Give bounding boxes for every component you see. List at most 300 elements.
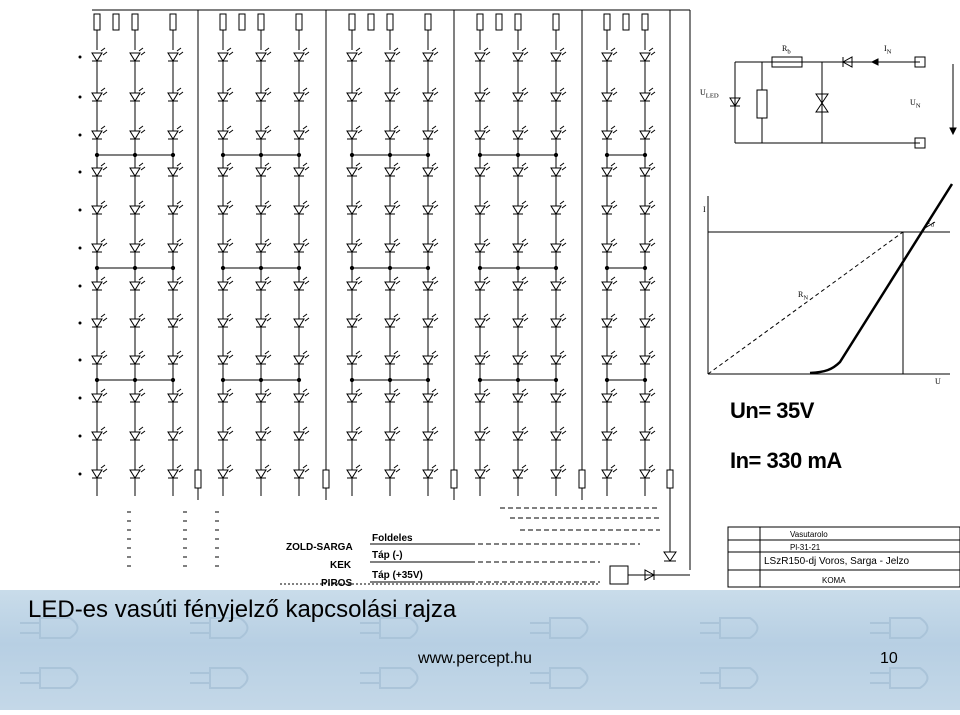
led-emission: [141, 167, 145, 170]
led-diode: [294, 131, 304, 139]
led-emission: [486, 167, 490, 170]
led-diode: [602, 53, 612, 61]
led-emission: [522, 201, 526, 204]
led-emission: [265, 314, 269, 317]
row-marker: [79, 473, 81, 475]
led-diode: [640, 93, 650, 101]
led-emission: [611, 201, 615, 204]
led-emission: [486, 393, 490, 396]
led-emission: [562, 393, 566, 396]
led-emission: [303, 277, 307, 280]
led-emission: [265, 277, 269, 280]
led-emission: [303, 389, 307, 392]
red-wire-label: PIROS: [321, 578, 353, 589]
led-emission: [139, 88, 143, 91]
led-emission: [229, 393, 233, 396]
led-emission: [141, 393, 145, 396]
led-emission: [486, 318, 490, 321]
led-diode: [602, 282, 612, 290]
led-emission: [227, 239, 231, 242]
parallel-resistor: [757, 90, 767, 118]
led-diode: [256, 53, 266, 61]
led-emission: [651, 52, 655, 55]
led-emission: [562, 52, 566, 55]
led-emission: [267, 431, 271, 434]
led-diode: [475, 432, 485, 440]
page-number: 10: [880, 650, 898, 667]
led-emission: [484, 465, 488, 468]
led-emission: [394, 389, 398, 392]
column-resistor: [425, 14, 431, 30]
led-emission: [101, 201, 105, 204]
led-diode: [256, 168, 266, 176]
led-diode: [513, 93, 523, 101]
led-emission: [432, 389, 436, 392]
led-emission: [227, 48, 231, 51]
led-diode: [218, 244, 228, 252]
led-emission: [434, 469, 438, 472]
led-diode: [168, 432, 178, 440]
led-emission: [396, 469, 400, 472]
column-resistor: [349, 14, 355, 30]
led-emission: [524, 469, 528, 472]
led-emission: [177, 351, 181, 354]
led-emission: [358, 167, 362, 170]
led-emission: [139, 351, 143, 354]
led-diode: [294, 53, 304, 61]
led-emission: [560, 163, 564, 166]
led-diode: [347, 319, 357, 327]
led-emission: [103, 355, 107, 358]
led-diode: [475, 394, 485, 402]
led-diode: [347, 356, 357, 364]
led-diode: [551, 282, 561, 290]
led-diode: [640, 244, 650, 252]
led-emission: [484, 314, 488, 317]
led-diode: [602, 131, 612, 139]
led-emission: [394, 88, 398, 91]
led-diode: [218, 432, 228, 440]
row-marker: [79, 359, 81, 361]
led-emission: [486, 431, 490, 434]
led-diode: [602, 244, 612, 252]
led-diode: [130, 93, 140, 101]
led-diode: [347, 93, 357, 101]
led-diode: [640, 319, 650, 327]
led-emission: [651, 469, 655, 472]
led-emission: [265, 126, 269, 129]
led-emission: [522, 427, 526, 430]
led-emission: [101, 465, 105, 468]
led-diode: [475, 131, 485, 139]
led-diode: [385, 244, 395, 252]
group-resistor: [623, 14, 629, 30]
led-emission: [394, 239, 398, 242]
title-block-row2: Pl-31-21: [790, 543, 821, 552]
led-emission: [139, 201, 143, 204]
led-emission: [560, 239, 564, 242]
led-diode: [92, 93, 102, 101]
led-emission: [560, 427, 564, 430]
led-diode: [347, 394, 357, 402]
led-emission: [396, 355, 400, 358]
led-diode: [294, 432, 304, 440]
led-emission: [303, 88, 307, 91]
led-diode: [218, 93, 228, 101]
led-diode: [551, 244, 561, 252]
led-diode: [218, 53, 228, 61]
led-diode: [130, 319, 140, 327]
led-emission: [141, 355, 145, 358]
led-emission: [305, 130, 309, 133]
led-emission: [265, 163, 269, 166]
led-emission: [651, 281, 655, 284]
led-diode: [218, 206, 228, 214]
led-emission: [358, 469, 362, 472]
led-diode: [551, 470, 561, 478]
row-marker: [79, 209, 81, 211]
led-emission: [229, 92, 233, 95]
led-emission: [227, 351, 231, 354]
led-diode: [513, 244, 523, 252]
led-emission: [562, 281, 566, 284]
row-marker: [79, 56, 81, 58]
led-emission: [356, 239, 360, 242]
led-emission: [611, 163, 615, 166]
led-diode: [602, 470, 612, 478]
led-emission: [613, 469, 617, 472]
led-diode: [513, 319, 523, 327]
led-emission: [358, 52, 362, 55]
row-marker: [79, 322, 81, 324]
led-emission: [613, 281, 617, 284]
led-emission: [141, 92, 145, 95]
led-emission: [562, 130, 566, 133]
led-diode: [385, 282, 395, 290]
led-emission: [139, 389, 143, 392]
led-emission: [227, 126, 231, 129]
led-diode: [218, 470, 228, 478]
led-diode: [130, 282, 140, 290]
led-diode: [475, 168, 485, 176]
led-emission: [651, 205, 655, 208]
led-emission: [227, 314, 231, 317]
led-emission: [179, 205, 183, 208]
led-emission: [358, 205, 362, 208]
led-diode: [168, 394, 178, 402]
row-marker: [79, 397, 81, 399]
led-emission: [265, 465, 269, 468]
led-emission: [560, 465, 564, 468]
led-emission: [524, 243, 528, 246]
led-emission: [613, 393, 617, 396]
ground-label: Foldeles: [372, 533, 413, 544]
column-resistor: [296, 14, 302, 30]
led-emission: [484, 126, 488, 129]
led-emission: [227, 163, 231, 166]
led-diode: [294, 93, 304, 101]
led-emission: [101, 163, 105, 166]
led-diode: [168, 244, 178, 252]
led-diode: [294, 168, 304, 176]
led-emission: [267, 393, 271, 396]
led-emission: [358, 393, 362, 396]
led-emission: [524, 205, 528, 208]
led-emission: [396, 167, 400, 170]
led-diode: [218, 319, 228, 327]
led-emission: [177, 48, 181, 51]
led-emission: [101, 389, 105, 392]
led-emission: [611, 389, 615, 392]
group-resistor: [368, 14, 374, 30]
led-diode: [168, 93, 178, 101]
led-emission: [103, 243, 107, 246]
led-emission: [305, 469, 309, 472]
led-emission: [396, 431, 400, 434]
led-emission: [265, 239, 269, 242]
led-emission: [484, 277, 488, 280]
led-emission: [394, 465, 398, 468]
led-emission: [484, 88, 488, 91]
circuit-un-label: $U_N$: [910, 98, 921, 110]
led-emission: [434, 130, 438, 133]
graph-y-axis-label: I: [703, 205, 706, 214]
led-emission: [303, 48, 307, 51]
nominal-current: In= 330 mA: [730, 448, 842, 473]
led-emission: [267, 205, 271, 208]
led-diode: [602, 356, 612, 364]
led-diode: [602, 319, 612, 327]
led-emission: [227, 88, 231, 91]
led-emission: [611, 48, 615, 51]
led-diode: [168, 282, 178, 290]
led-emission: [229, 130, 233, 133]
led-emission: [432, 201, 436, 204]
led-emission: [649, 239, 653, 242]
led-emission: [267, 130, 271, 133]
led-diode: [256, 356, 266, 364]
led-emission: [434, 355, 438, 358]
led-emission: [227, 201, 231, 204]
led-diode: [92, 470, 102, 478]
led-emission: [484, 239, 488, 242]
led-diode: [385, 131, 395, 139]
title-block-row1: Vasutarolo: [790, 530, 828, 539]
led-diode: [385, 93, 395, 101]
column-resistor: [515, 14, 521, 30]
led-emission: [305, 431, 309, 434]
led-emission: [177, 427, 181, 430]
led-emission: [179, 393, 183, 396]
led-emission: [267, 355, 271, 358]
led-emission: [141, 469, 145, 472]
led-diode: [602, 93, 612, 101]
led-diode: [513, 394, 523, 402]
led-emission: [434, 167, 438, 170]
led-emission: [522, 126, 526, 129]
led-diode: [513, 206, 523, 214]
led-diode: [602, 168, 612, 176]
led-diode: [294, 319, 304, 327]
led-emission: [524, 167, 528, 170]
led-diode: [92, 53, 102, 61]
column-resistor: [553, 14, 559, 30]
led-diode: [423, 356, 433, 364]
led-emission: [103, 318, 107, 321]
led-diode: [130, 244, 140, 252]
led-emission: [139, 163, 143, 166]
led-diode: [347, 131, 357, 139]
led-emission: [177, 126, 181, 129]
led-diode: [551, 356, 561, 364]
led-emission: [179, 469, 183, 472]
led-emission: [432, 88, 436, 91]
led-emission: [486, 243, 490, 246]
led-emission: [356, 126, 360, 129]
led-diode: [423, 244, 433, 252]
led-emission: [101, 351, 105, 354]
led-emission: [305, 167, 309, 170]
led-emission: [358, 431, 362, 434]
led-diode: [475, 282, 485, 290]
led-emission: [394, 314, 398, 317]
led-diode: [385, 168, 395, 176]
led-emission: [434, 92, 438, 95]
led-emission: [486, 130, 490, 133]
led-emission: [611, 427, 615, 430]
led-emission: [265, 389, 269, 392]
led-emission: [356, 88, 360, 91]
led-emission: [303, 201, 307, 204]
led-emission: [358, 318, 362, 321]
bus-resistor: [451, 470, 457, 488]
led-emission: [356, 351, 360, 354]
led-emission: [179, 431, 183, 434]
led-emission: [613, 167, 617, 170]
led-emission: [649, 201, 653, 204]
led-emission: [305, 92, 309, 95]
led-diode: [513, 131, 523, 139]
led-diode: [640, 282, 650, 290]
led-emission: [396, 92, 400, 95]
led-diode: [640, 168, 650, 176]
led-emission: [305, 318, 309, 321]
led-emission: [432, 48, 436, 51]
led-diode: [130, 394, 140, 402]
led-emission: [522, 389, 526, 392]
led-diode: [475, 93, 485, 101]
led-diode: [513, 470, 523, 478]
led-diode: [640, 53, 650, 61]
led-emission: [651, 318, 655, 321]
led-diode: [602, 394, 612, 402]
led-emission: [613, 318, 617, 321]
led-diode: [294, 356, 304, 364]
led-emission: [103, 205, 107, 208]
led-emission: [484, 389, 488, 392]
led-emission: [524, 281, 528, 284]
led-emission: [484, 427, 488, 430]
led-emission: [267, 167, 271, 170]
led-diode: [92, 319, 102, 327]
led-emission: [179, 355, 183, 358]
led-emission: [560, 126, 564, 129]
led-emission: [305, 52, 309, 55]
led-diode: [513, 168, 523, 176]
led-emission: [139, 48, 143, 51]
column-resistor: [258, 14, 264, 30]
led-diode: [294, 394, 304, 402]
led-emission: [560, 314, 564, 317]
led-emission: [267, 243, 271, 246]
led-emission: [356, 163, 360, 166]
led-diode: [475, 244, 485, 252]
led-diode: [640, 470, 650, 478]
website-url: www.percept.hu: [418, 650, 532, 667]
bus-resistor: [195, 470, 201, 488]
led-emission: [651, 431, 655, 434]
led-diode: [423, 168, 433, 176]
led-emission: [611, 277, 615, 280]
led-emission: [177, 465, 181, 468]
led-emission: [139, 277, 143, 280]
led-emission: [267, 52, 271, 55]
led-diode: [168, 131, 178, 139]
led-emission: [434, 318, 438, 321]
led-diode: [423, 282, 433, 290]
led-emission: [394, 427, 398, 430]
led-emission: [358, 281, 362, 284]
led-emission: [434, 205, 438, 208]
green-yellow-wire-label: ZOLD-SARGA: [286, 542, 353, 553]
group-resistor: [496, 14, 502, 30]
led-emission: [394, 201, 398, 204]
led-diode: [256, 206, 266, 214]
led-emission: [305, 281, 309, 284]
led-diode: [168, 470, 178, 478]
led-emission: [562, 243, 566, 246]
led-diode: [218, 131, 228, 139]
led-emission: [484, 163, 488, 166]
led-emission: [177, 239, 181, 242]
led-emission: [434, 431, 438, 434]
led-emission: [229, 318, 233, 321]
led-emission: [141, 205, 145, 208]
led-diode: [423, 470, 433, 478]
led-emission: [356, 277, 360, 280]
graph-x-axis-label: U: [935, 377, 941, 386]
bus-resistor: [579, 470, 585, 488]
led-diode: [92, 432, 102, 440]
led-emission: [141, 431, 145, 434]
led-emission: [613, 355, 617, 358]
led-emission: [651, 243, 655, 246]
led-diode: [92, 282, 102, 290]
led-diode: [423, 131, 433, 139]
led-diode: [347, 470, 357, 478]
led-emission: [356, 48, 360, 51]
led-emission: [356, 201, 360, 204]
circuit-uled-label: $U_{LED}$: [700, 88, 719, 100]
bus-resistor: [667, 470, 673, 488]
led-emission: [611, 239, 615, 242]
led-emission: [649, 163, 653, 166]
nominal-voltage: Un= 35V: [730, 398, 814, 423]
led-diode: [130, 470, 140, 478]
led-emission: [651, 92, 655, 95]
led-emission: [522, 239, 526, 242]
led-emission: [265, 351, 269, 354]
